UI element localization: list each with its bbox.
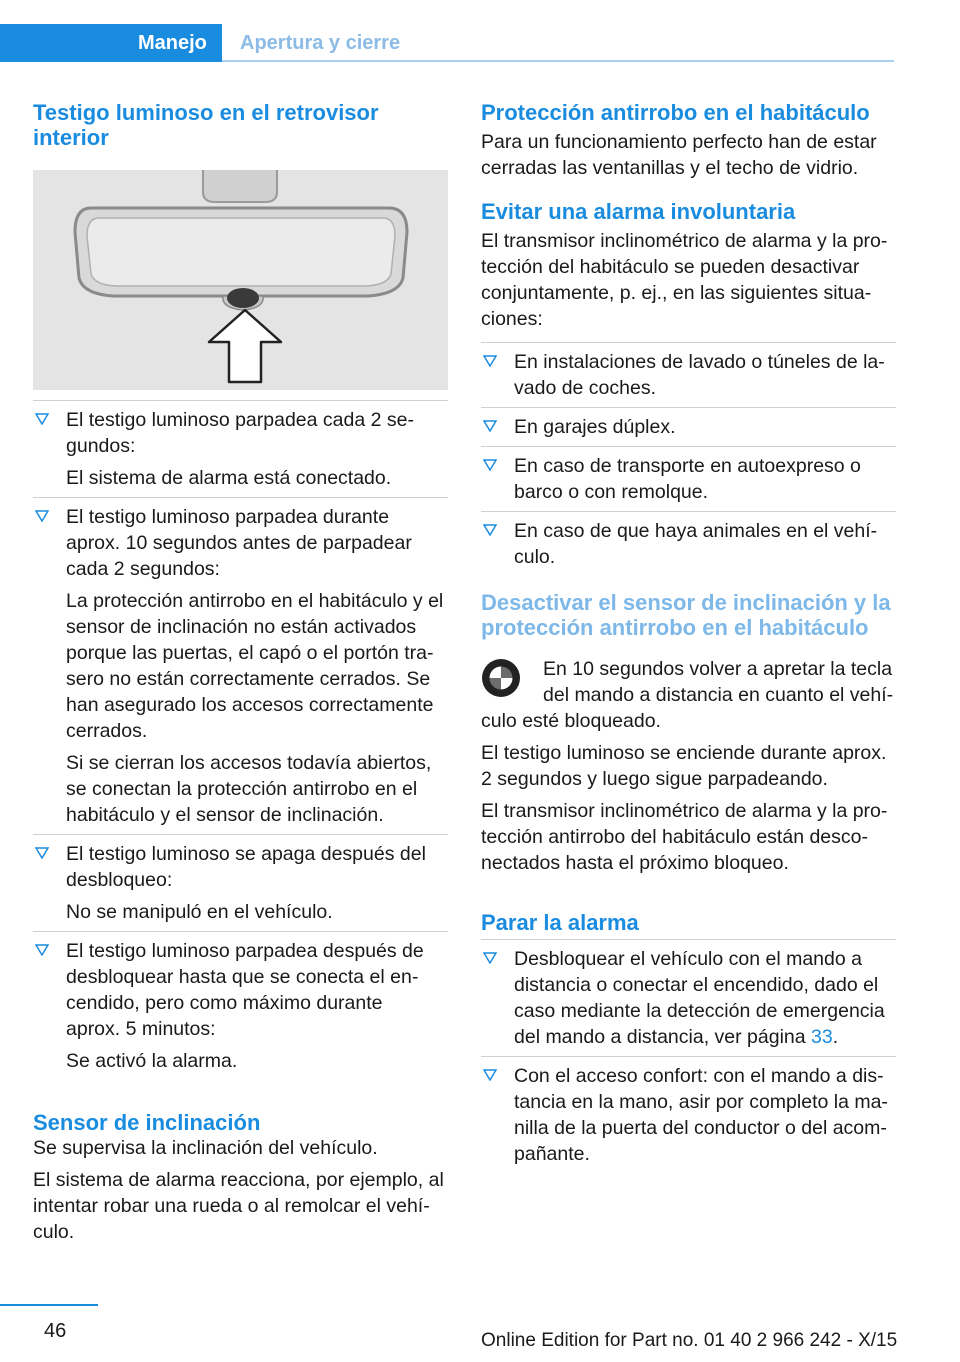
left-column <box>33 100 448 1245</box>
item-subtext: Si se cierran los accesos todavía abiertos, se conectan la protección antirrobo en el habitáculo y el sensor de inclinación. <box>66 752 432 826</box>
item-text: En caso de transporte en autoexpreso o barco o con remolque. <box>514 455 861 503</box>
section-tab[interactable]: Manejo <box>0 24 222 62</box>
bullet-triangle-icon <box>483 355 497 367</box>
instruction-text: En 10 segundos volver a apretar la tecla <box>543 658 893 680</box>
bullet-triangle-icon <box>35 413 49 425</box>
item-text: gundos: <box>66 435 136 457</box>
bullet-triangle-icon <box>483 952 497 964</box>
list-item <box>33 932 448 1080</box>
deactivate-paragraph: El testigo luminoso se enciende durante aprox. 2 segundos y luego sigue parpadeando. <box>481 742 887 790</box>
list-item <box>33 400 448 498</box>
heading-avoid-false-alarm: Evitar una alarma involuntaria <box>481 199 796 224</box>
situations-list <box>481 342 896 576</box>
interior-protection-paragraph: Para un funcionamiento perfecto han de estar cerradas las ventanillas y el techo de vidrio. <box>481 131 877 179</box>
right-column <box>481 100 896 1173</box>
list-item <box>481 1057 896 1173</box>
heading-interior-protection: Protección antirrobo en el habitáculo <box>481 100 870 125</box>
deactivate-paragraph: El transmisor inclinométrico de alarma y la pro-tección antirrobo del habitáculo están desco-nectados hasta el próximo bloqueo. <box>481 800 888 874</box>
item-text: cada 2 segundos: <box>66 558 220 580</box>
list-item <box>481 939 896 1057</box>
tilt-sensor-paragraph: El sistema de alarma reacciona, por ejemplo, al intentar robar una rueda o al remolcar el vehí-culo. <box>33 1169 444 1243</box>
item-text: El testigo luminoso parpadea después de <box>66 940 424 962</box>
bullet-triangle-icon <box>483 1069 497 1081</box>
page-header <box>0 0 960 64</box>
heading-stop-alarm: Parar la alarma <box>481 910 639 935</box>
item-subtext: La protección antirrobo en el habitáculo y el sensor de inclinación no están activados porque las puertas, el capó o el portón tra-sero no están correctamente cerrados. Se han asegurado los accesos correctamente cerrados. <box>66 590 444 742</box>
item-text-end: . <box>832 1026 839 1048</box>
list-item <box>481 447 896 512</box>
page-reference-link[interactable]: 33 <box>811 1026 833 1048</box>
item-text: En instalaciones de lavado o túneles de la-vado de coches. <box>514 351 885 399</box>
item-text: El testigo luminoso parpadea durante <box>66 506 390 528</box>
tilt-sensor-paragraph: Se supervisa la inclinación del vehículo. <box>33 1137 378 1159</box>
list-item <box>481 512 896 576</box>
item-text: cendido, pero como máximo durante <box>66 992 383 1014</box>
list-item <box>481 342 896 408</box>
item-text: El testigo luminoso se apaga después del <box>66 843 426 865</box>
item-text: En garajes dúplex. <box>514 416 676 438</box>
bullet-triangle-icon <box>35 510 49 522</box>
rearview-mirror-illustration <box>33 170 448 390</box>
indicator-list <box>33 400 448 1080</box>
item-subtext: No se manipuló en el vehículo. <box>66 901 333 923</box>
item-text <box>514 946 896 1050</box>
stop-alarm-list <box>481 939 896 1173</box>
header-divider <box>222 60 894 62</box>
item-text: aprox. 10 segundos antes de parpadear <box>66 532 412 554</box>
bullet-triangle-icon <box>483 459 497 471</box>
page-number: 46 <box>44 1320 67 1342</box>
heading-mirror-indicator: Testigo luminoso en el retrovisor interior <box>33 100 379 150</box>
list-item <box>481 408 896 447</box>
subsection-tab[interactable]: Apertura y cierre <box>240 32 401 54</box>
item-text: El testigo luminoso parpadea cada 2 se- <box>66 409 414 431</box>
item-text-main: Desbloquear el vehículo con el mando a distancia o conectar el encendido, dado el caso mediante la detección de emergencia del mando a distancia, ver página <box>514 948 885 1048</box>
bullet-triangle-icon <box>483 524 497 536</box>
bullet-triangle-icon <box>35 944 49 956</box>
instruction-text: culo esté bloqueado. <box>481 710 661 732</box>
remote-key-instruction <box>481 656 896 734</box>
edition-text: Online Edition for Part no. 01 40 2 966 242 - X/15 <box>481 1330 898 1351</box>
instruction-text: del mando a distancia en cuanto el vehí- <box>543 684 894 706</box>
item-text: desbloquear hasta que se conecta el en- <box>66 966 419 988</box>
heading-deactivate-sensor: Desactivar el sensor de inclinación y la protección antirrobo en el habitáculo <box>481 590 891 640</box>
list-item <box>33 498 448 835</box>
item-text: En caso de que haya animales en el vehí-culo. <box>514 520 878 568</box>
item-subtext: Se activó la alarma. <box>66 1050 238 1072</box>
bullet-triangle-icon <box>483 420 497 432</box>
bmw-logo-icon <box>481 658 521 698</box>
item-text: Con el acceso confort: con el mando a dis-tancia en la mano, asir por completo la ma-nilla de la puerta del conductor o del acom-pañante. <box>514 1065 888 1165</box>
footer-divider <box>0 1304 98 1306</box>
avoid-false-alarm-paragraph: El transmisor inclinométrico de alarma y la pro-tección del habitáculo se pueden desactivar conjuntamente, p. ej., en las siguientes situa-ciones: <box>481 230 888 330</box>
list-item <box>33 835 448 932</box>
item-text: desbloqueo: <box>66 869 173 891</box>
item-subtext: El sistema de alarma está conectado. <box>66 467 392 489</box>
item-text: aprox. 5 minutos: <box>66 1018 216 1040</box>
bullet-triangle-icon <box>35 847 49 859</box>
heading-tilt-sensor: Sensor de inclinación <box>33 1110 261 1135</box>
